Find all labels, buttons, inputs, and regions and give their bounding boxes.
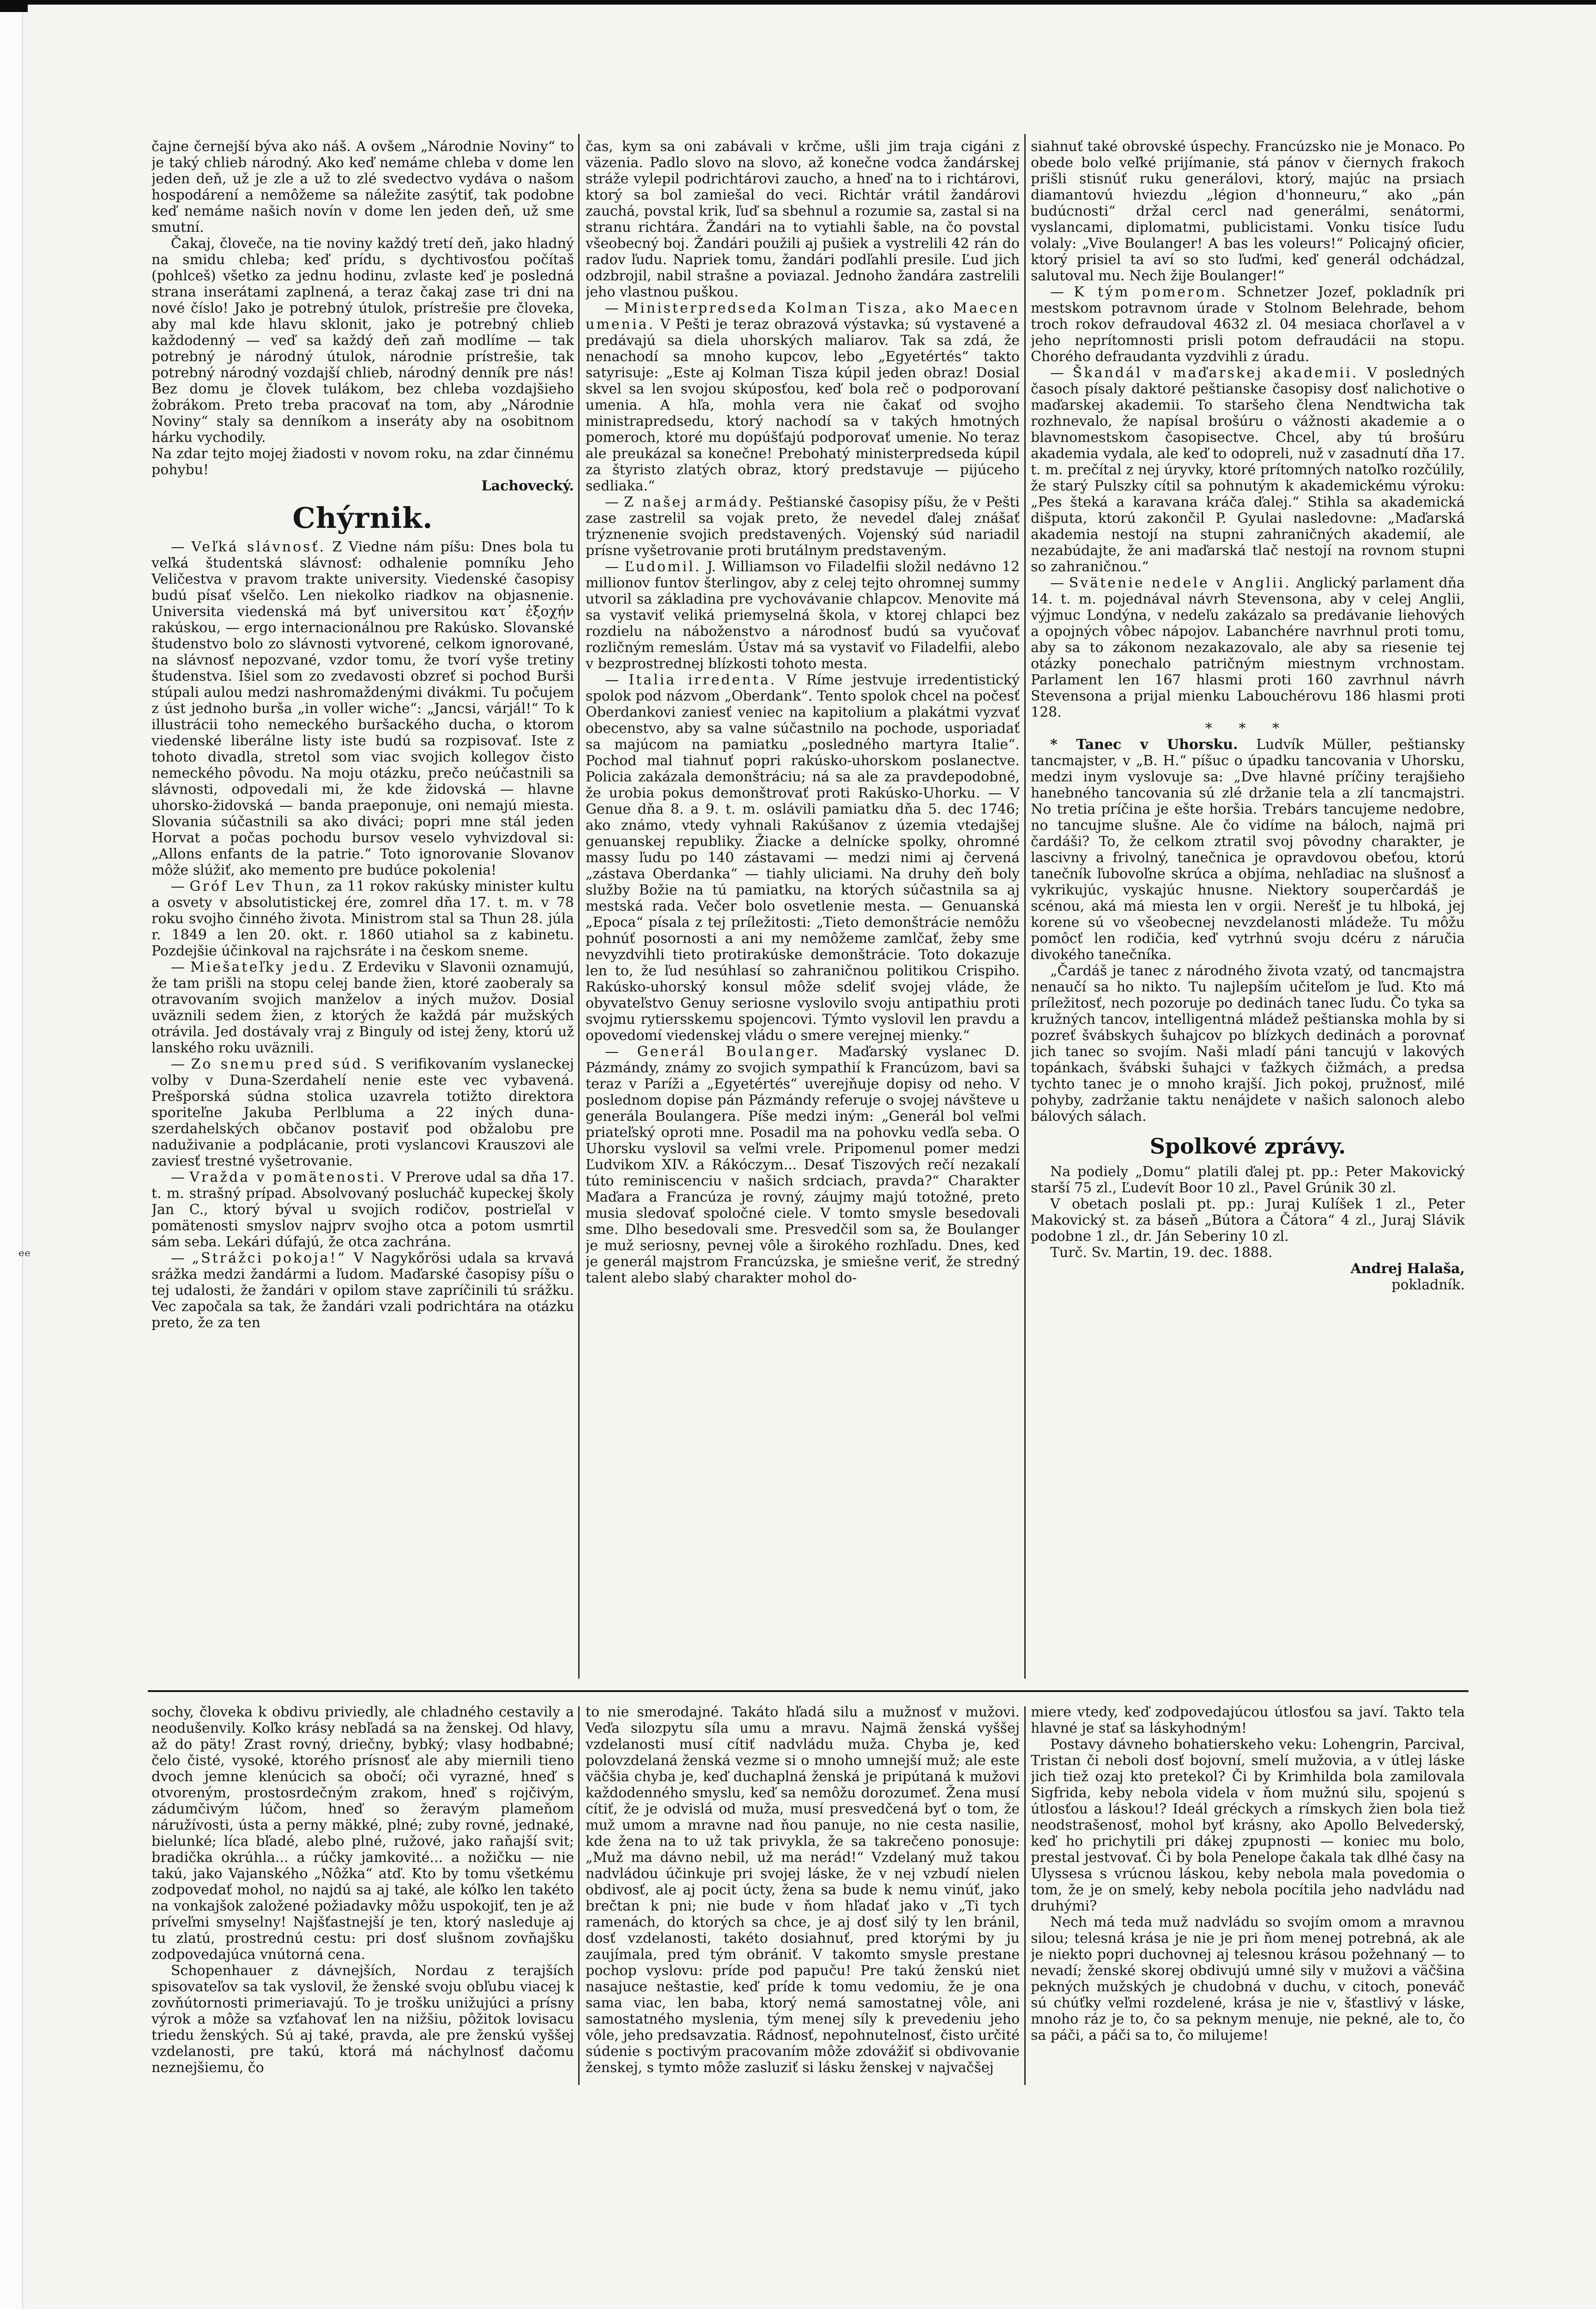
feuilleton-left — [151, 1704, 574, 2085]
news-title: Gróf Lev Thun, — [189, 878, 322, 895]
news-body: za 11 rokov rakúsky minister kultu a osvety v absolutistickej ére, zomrel dňa 17. t. m. v 78 roku svojho činného života. Ministrom stal sa Thun 28. júla r. 1849 a len 20. okt. r. 1860 utiahol sa z kabinetu. Pozdejšie účinkoval na rajchsráte i na českom sneme. — [151, 878, 574, 959]
section-heading-chyrnik: Chýrnik. — [292, 501, 433, 535]
page-edge — [0, 0, 23, 2309]
paragraph: Na podiely „Domu“ platili ďalej pt. pp.: Peter Makovický starší 75 zl., Ľudevít Boor 10 zl., Pavel Grúnik 30 zl. — [1031, 1164, 1465, 1196]
news-body: V Ríme jestvuje irredentistický spolok pod názvom „Oberdank“. Tento spolok chcel na počesť Oberdankovi zaniesť veniec na kapitolium a plakátmi vyzvať obecenstvo, aby sa valne súčastnilo na pochode, usporiadať sa majúcom na pamiatku „posledného martyra Italie“. Pochod mal tiahnuť popri rakúsko-uhorskom poslanectve. Policia zakázala demonštráciu; ná sa ale za pravdepodobné, že urobia pokus demonštrovať proti Rakúsko-Uhorku. — V Genue dňa 8. a 9. t. m. oslávili pamiatku dňa 5. dec 1746; ako známo, vtedy vyhnali Rakúšanov z územia vtedajšej genuanskej republiky. Žiacke a delnícke spolky, ohromné massy ľudu po 140 zástavami — medzi nimi aj červená „zástava Oberdanka“ — tiahly uliciami. Na druhy deň boly služby Božie na tú pamiatku, na ktorých súčastnila sa aj mestská rada. Večer bolo osvetlenie mesta. — Genuanská „Epoca“ písala z tej príležitosti: „Tieto demonštrácie nemôžu pohnúť posornosti a ani my nemôžeme zamlčať, žeby sme nevyzdvihli tieto protirakúske demonštrácie. Toto dokazuje len to, že ľud nesúhlasí so zahraničnou politikou Crispiho. Rakúsko-uhorský konsul môže sdeliť svojej vláde, že obyvateľstvo Genuy seriosne vyslovilo svoju antipathiu proti svojmu rytiersskemu spojencovi. Týmto vyslovil len pravdu a opovedomí viedenskej vládu o smere verejnej mienky.“ — [586, 672, 1020, 1044]
news-title: Miešateľky jedu. — [190, 959, 337, 975]
paragraph: sochy, človeka k obdivu priviedly, ale chladného cestavily a neodušenvily. Koľko krásy nebľadá sa na ženskej. Od hlavy, až do päty! Zrast rovný, driečny, bybký; vlasy hodbabné; čelo čisté, vysoké, ktorého prísnosť ale aby miernili tieno dvoch jemne klenúcich sa obočí; oči vyrazné, hneď s otvoreným, prostosrdečným zrakom, hneď s rojčivým, zádumčivým lúčom, hneď so žeravým plameňom náružívosti, ústa a perny mäkké, plné; zuby rovné, jednaké, bielunké; líca bľadé, alebo plné, ružové, jako raňajší svit; bradička okrúhla... a rúčky jamkovité... a nožičku — nie takú, jako Vajanského „Nôžka“ atď. Kto by tomu všetkému zodpovedať mohol, no najdú sa aj také, ale kóľko len takéto na vonkajšok založené požiadavky môžu uspokojiť, ten je až príveľmi smyselny! Najšťastnejší je ten, ktorý nasleduje aj tu zlatú, prostrednú cestu: pri dosť slušnom zovňajšku zodpovedajúca vnútorná cena. — [151, 1704, 574, 1963]
feuilleton-right — [1031, 1704, 1465, 2085]
news-item: — Ministerpredseda Kolman Tisza, ako Maecen umenia. V Pešti je teraz obrazová výstavka; sú vystavené a predávajú sa diela uhorských maliarov. Tak sa zdá, že nenachodí sa mnoho kupcov, lebo „Egyetértés“ takto satyrisuje: „Este aj Kolman Tisza kúpil jeden obraz! Dosiaľ skvel sa len svojou skúposťou, keď bola reč o podporovaní umenia. A hľa, mohla vera nie čakať od svojho ministrapredsedu, ktorý nachodí sa v takých hmotných pomeroch, ktoré mu dopúšťajú podporovať umenie. No teraz ale preukázal sa konečne! Prebohatý ministerpredseda kúpil za štyristo zlatých obraz, ktorý predstavuje — pijúceho sedliaka.“ — [586, 300, 1020, 494]
news-title: Generál Boulanger. — [637, 1044, 820, 1060]
news-body: V Pešti je teraz obrazová výstavka; sú vystavené a predávajú sa diela uhorských maliarov. Tak sa zdá, že nenachodí sa mnoho kupcov, lebo „Egyetértés“ takto satyrisuje: „Este aj Kolman Tisza kúpil jeden obraz! Dosiaľ skvel sa len svojou skúposťou, keď bola reč o podporovaní umenia. A hľa, mohla vera nie čakať od svojho ministrapredsedu, ktorý nachodí sa v takých hmotných pomeroch, ktoré mu dopúšťajú podporovať umenie. No teraz ale preukázal sa konečne! Prebohatý ministerpredseda kúpil za štyristo zlatých obraz, ktorý predstavuje — pijúceho sedliaka.“ — [586, 316, 1020, 494]
closing-wish: Na zdar tejto mojej žiadosti v novom roku, na zdar činnému pohybu! — [151, 446, 574, 478]
news-item: — Italia irredenta. V Ríme jestvuje irredentistický spolok pod názvom „Oberdank“. Tento spolok chcel na počesť Oberdankovi zaniesť veniec na kapitolium a plakátmi vyzvať obecenstvo, aby sa valne súčastnilo na pochode, usporiadať sa majúcom na pamiatku „posledného martyra Italie“. Pochod mal tiahnuť popri rakúsko-uhorskom poslanectve. Policia zakázala demonštráciu; ná sa ale za pravdepodobné, že urobia pokus demonštrovať proti Rakúsko-Uhorku. — V Genue dňa 8. a 9. t. m. oslávili pamiatku dňa 5. dec 1746; ako známo, vtedy vyhnali Rakúšanov z územia vtedajšej genuanskej republiky. Žiacke a delnícke spolky, ohromné massy ľudu po 140 zástavami — medzi nimi aj červená „zástava Oberdanka“ — tiahly uliciami. Na druhy deň boly služby Božie na tú pamiatku, na ktorých súčastnila sa aj mestská rada. Večer bolo osvetlenie mesta. — Genuanská „Epoca“ písala z tej príležitosti: „Tieto demonštrácie nemôžu pohnúť posornosti a ani my nemôžeme zamlčať, žeby sme nevyzdvihli tieto protirakúske demonštrácie. Toto dokazuje len to, že ľud nesúhlasí so zahraničnou politikou Crispiho. Rakúsko-uhorský konsul môže sdeliť svojej vláde, že obyvateľstvo Genuy seriosne vyslovilo svoju antipathiu proti svojmu rytiersskemu spojencovi. Týmto vyslovil len pravdu a opovedomí viedenskej vládu o smere verejnej mienky.“ — [586, 672, 1020, 1044]
news-item: — „Strážci pokoja!“ V Nagykőrösi udala sa krvavá srážka medzi žandármi a ľudom. Maďarské časopisy píšu o tej udalosti, že žandári v opilom stave zapríčinili tú srážku. Vec započala sa tak, že žandári vzali podrichtára na otázku preto, že za ten — [151, 1250, 574, 1331]
news-title: Ľudomil. — [624, 559, 701, 575]
news-item: — Miešateľky jedu. Z Erdeviku v Slavonii oznamujú, že tam prišli na stopu celej bande žien, ktoré zaoberaly sa otravovaním svojich manželov a iných mužov. Dosiaľ uväznili sedem žien, z ktorých že každá pár mužských otrávila. Jed dostávaly vraj z Binguly od istej ženy, ktorú už lanského roku uväznili. — [151, 959, 574, 1056]
news-body: V Nagykőrösi udala sa krvavá srážka medzi žandármi a ľudom. Maďarské časopisy píšu o tej udalosti, že žandári v opilom stave zapríčinili tú srážku. Vec započala sa tak, že žandári vzali podrichtára na otázku preto, že za ten — [151, 1250, 574, 1331]
news-title: Ministerpredseda Kolman Tisza, ako Maecen umenia. — [586, 300, 1020, 332]
news-body: Schnetzer Jozef, pokladník pri mestskom potravnom úrade v Stolnom Belehrade, behom troch rokov defraudoval 4632 zl. 04 mesiaca chorľavel a v jeho neprítomnosti prisli potom defraudácii na stopu. Chorého defraudanta vyzdvihli z úradu. — [1031, 284, 1465, 365]
paragraph: V obetach poslali pt. pp.: Juraj Kulíšek 1 zl., Peter Makovický st. za báseň „Bútora a Čátora“ 4 zl., Juraj Slávik podobne 1 zl., dr. Ján Seberiny 10 zl. — [1031, 1196, 1465, 1245]
paragraph: siahnuť také obrovské úspechy. Francúzsko nie je Monaco. Po obede bolo veľké prijímanie, stá pánov v čiernych frakoch prišli stisnúť ruku generálovi, ktorý, majúc na prsiach diamantovú hviezdu „légion d'honneuru,“ ako „pán budúcnosti“ držal cercl nad generálmi, senátormi, vyslancami, diplomatmi, publicistami. Vonku tisíce ľudu volaly: „Vive Boulanger! A bas les voleurs!“ Policajný oficier, ktorý prisiel ta aví so sto ľuďmi, keď generál odchádzal, salutoval mu. Nech žije Boulanger!“ — [1031, 139, 1465, 284]
feuilleton-rule — [148, 1690, 1469, 1692]
section-separator-stars: * * * — [1205, 720, 1291, 737]
feuilleton-middle — [586, 1704, 1020, 2085]
news-body: V Prerove udal sa dňa 17. t. m. strašný prípad. Absolvovaný poslucháč kupeckej školy Jan C., ktorý býval u svojich rodičov, postrieľal v pomätenosti smyslov najprv svojho otca a potom usmrtil sám seba. Lekári dúfajú, že otca zachrána. — [151, 1169, 574, 1250]
news-body: Z Erdeviku v Slavonii oznamujú, že tam prišli na stopu celej bande žien, ktoré zaoberaly sa otravovaním svojich manželov a iných mužov. Dosiaľ uväznili sedem žien, z ktorých že každá pár mužských otrávila. Jed dostávaly vraj z Binguly od istej ženy, ktorú už lanského roku uväznili. — [151, 959, 574, 1056]
news-title: Italia irredenta. — [629, 672, 777, 688]
news-item: — Generál Boulanger. Maďarský vyslanec D. Pázmándy, známy zo svojich sympathií k Francúzom, bavi sa teraz v Paríži a „Egyetértés“ uverejňuje dopisy od neho. V poslednom dopise pán Pázmándy referuje o svojej návšteve u generála Boulangera. Píše medzi iným: „Generál bol veľmi priateľský oproti mne. Posadil ma na pohovku vedľa seba. O Uhorsku vyslovil sa veľmi vrele. Pripomenul pomer medzi Ľudvikom XIV. a Rákóczym... Desať Tiszových rečí nezakalí túto reminiscenciu v našich srdciach, pravda?“ Charakter Maďara a Francúza je rovný, záujmy majú totožné, preto musia sledovať spoločné ciele. V tomto smysle besedovali sme. Dlho besedovali sme. Presvedčil som sa, že Boulanger je muž seriosny, pevnej vôle a širokého rozhľadu. Dnes, keď je generál majstrom Francúzska, je smiešne veriť, že stredný talent alebo slabý charakter mohol do- — [586, 1044, 1020, 1286]
news-title: Veľká slávnosť. — [191, 539, 326, 555]
paragraph: Nech má teda muž nadvládu so svojím omom a mravnou silou; telesná krása je nie je pri ňom menej potrebná, ak ale je niekto popri duchovnej aj telesnou krásou požehnaný — to nevadí; ženské skorej obdivujú umné sily v mužovi a väčšina pekných mužských je chudobná v duchu, v citoch, poneváč sú chúťky veľmi rozdelené, krása je nie v, šťastlivý v láske, mnoho ráz je to, čo sa peknym menuje, nie pekné, ale to, čo sa páči, a páči sa to, čo milujeme! — [1031, 1914, 1465, 2043]
news-body: S verifikovaním vyslaneckej volby v Duna-Szerdahelí nenie este vec vybavená. Prešporská súdna stolica uzavrela totižto direktora sporiteľne Jakuba Perlbluma a 22 iných duna-szerdahelských občanov postaviť pod obžalobu pre naduživanie a podplácanie, proti vyslancovi Krauszovi ale zaviesť trestné vyšetrovanie. — [151, 1056, 574, 1169]
news-title: * Tanec v Uhorsku. — [1050, 737, 1238, 753]
news-title: Z našej armády. — [623, 494, 764, 510]
news-title: Svätenie nedele v Anglii. — [1069, 575, 1291, 591]
news-item: — Škandál v maďarskej akademii. V posledných časoch písaly daktoré peštianske časopisy dosť nalichotive o maďarskej akademii. To staršeho člena Nendtwicha tak rozhnevalo, že napísal brošúru o vážnosti akademie a o blavnomestskom časopisectve. Chcel, aby tú brošúru akademia vydala, ale keď to odopreli, nuž v zasadnutí dňa 17. t. m. prečítal z nej úryvky, ktoré prítomných natoľko rozčúlily, že starý Pulszky cítil sa pohnutým k akademickému výroku: „Pes šteká a karavana kráča ďalej.“ Stihla sa akademická dišputa, ktorú zakončil P. Gyulai nasledovne: „Maďarská akademia nestojí na stupni zahraničných akademií, ale nezabúdajte, že ani maďarská tlač nestojí na rovnom stupni so zahraničnou.“ — [1031, 365, 1465, 575]
news-item: — K tým pomerom. Schnetzer Jozef, pokladník pri mestskom potravnom úrade v Stolnom Belehrade, behom troch rokov defraudoval 4632 zl. 04 mesiaca chorľavel a v jeho neprítomnosti prisli potom defraudácii na stopu. Chorého defraudanta vyzdvihli z úradu. — [1031, 284, 1465, 365]
news-body: V posledných časoch písaly daktoré peštianske časopisy dosť nalichotive o maďarskej akademii. To staršeho člena Nendtwicha tak rozhnevalo, že napísal brošúru o vážnosti akademie a o blavnomestskom časopisectve. Chcel, aby tú brošúru akademia vydala, ale keď to odopreli, nuž v zasadnutí dňa 17. t. m. prečítal z nej úryvky, ktoré prítomných natoľko rozčúlily, že starý Pulszky cítil sa pohnutým k akademickému výroku: „Pes šteká a karavana kráča ďalej.“ Stihla sa akademická dišputa, ktorú zakončil P. Gyulai nasledovne: „Maďarská akademia nestojí na stupni zahraničných akademií, ale nezabúdajte, že ani maďarská tlač nestojí na rovnom stupni so zahraničnou.“ — [1031, 365, 1465, 575]
paragraph: Čakaj, človeče, na tie noviny každý tretí deň, jako hladný na smidu chleba; keď prídu, s dychtivosťou počítaš (pohlceš) všetko za jednu hodinu, zvlaste keď je posledná strana inserátami zaplnená, a teraz čakaj zase tri dni na nové číslo! Jako je potrebný útulok, prístrešie pre človeka, aby mal kde hlavu sklonit, jako je potrebný chlieb každodenný — veď sa každý deň zaň modlíme — tak potrebný je národný útulok, národnie prístrešie, tak potrebný národný vozdajší chlieb, národný denník pre nás! Bez domu je človek tulákom, bez chleba vozdajšieho žobrákom. Preto treba pracovať na tom, aby „Národnie Noviny“ staly sa denníkom a inseráty aby na osobitnom hárku vychodily. — [151, 236, 574, 446]
paragraph: čas, kym sa oni zabávali v krčme, ušli jim traja cigáni z väzenia. Padlo slovo na slovo, až konečne vodca žandárskej stráže vylepil podrichtárovi zaucho, a hneď na to i richtárovi, ktorý sa bol zamiešal do veci. Richtár vrátil žandárovi zauchá, povstal krik, ľuď sa sbehnul a rozumie sa, zastal si na stranu richtára. Žandári na to vytiahli šable, na čo povstal všeobecný boj. Žandári použili aj pušiek a vystrelili 42 rán do radov ľudu. Napriek tomu, žandári podľahli presile. Ľud jich odzbrojil, nabil strašne a poviazal. Jednoho žandára zastrelili jeho vlastnou puškou. — [586, 139, 1020, 300]
news-title: Zo snemu pred súd. — [191, 1056, 369, 1072]
news-body: Peštianské časopisy píšu, že v Pešti zase zastrelil sa vojak preto, že nevedel ďalej znášať trýznenenie svojich predstavených. Vojenský súd nariadil prísne vyšetrovanie proti brutálnym predstaveným. — [586, 494, 1020, 559]
paragraph: miere vtedy, keď zodpovedajúcou útlosťou sa javí. Takto tela hlavné je stať sa láskyhodným! — [1031, 1704, 1465, 1736]
news-item — [1031, 737, 1465, 963]
news-body: Maďarský vyslanec D. Pázmándy, známy zo svojich sympathií k Francúzom, bavi sa teraz v Paríži a „Egyetértés“ uverejňuje dopisy od neho. V poslednom dopise pán Pázmándy referuje o svojej návšteve u generála Boulangera. Píše medzi iným: „Generál bol veľmi priateľský oproti mne. Posadil ma na pohovku vedľa seba. O Uhorsku vyslovil sa veľmi vrele. Pripomenul pomer medzi Ľudvikom XIV. a Rákóczym... Desať Tiszových rečí nezakalí túto reminiscenciu v našich srdciach, pravda?“ Charakter Maďara a Francúza je rovný, záujmy majú totožné, preto musia sledovať spoločné ciele. V tomto smysle besedovali sme. Dlho besedovali sme. Presvedčil som sa, že Boulanger je muž seriosny, pevnej vôle a širokého rozhľadu. Dnes, keď je generál majstrom Francúzska, je smiešne veriť, že stredný talent alebo slabý charakter mohol do- — [586, 1044, 1020, 1286]
top-rule — [0, 0, 1596, 5]
column-right — [1031, 139, 1465, 1679]
news-item: — Zo snemu pred súd. S verifikovaním vyslaneckej volby v Duna-Szerdahelí nenie este vec vybavená. Prešporská súdna stolica uzavrela totižto direktora sporiteľne Jakuba Perlbluma a 22 iných duna-szerdahelských občanov postaviť pod obžalobu pre naduživanie a podplácanie, proti vyslancovi Krauszovi ale zaviesť trestné vyšetrovanie. — [151, 1056, 574, 1169]
news-body: Z Viedne nám píšu: Dnes bola tu veľká študentská slávnosť: odhalenie pomníku Jeho Veličestva v pravom trakte university. Viedenské časopisy budú písať všelčo. Len niekolko riadkov na objasnenie. Universita viedenská má byť universitou κατ᾽ ἐξοχήν rakúskou, — ergo internacionálnou pre Rakúsko. Slovanské študenstvo bolo zo slávnosti vytvorené, celkom ignorované, na slávnosť nepozvané, vzdor tomu, že tvorí vyše tretiny študenstva. Išiel som zo zvedavosti obzreť si pochod Burši stúpali aulou medzi nashromaždenými divákmi. Tu počujem z úst jednoho burša „in voller wiche“: „Jancsi, várjál!“ To k illustrácii toho nemeckého buršackého ducha, o ktorom viedenské liberálne listy iste budú sa rozpisovať. Iste z tohoto divadla, stretol som viac svojich kollegov čisto nemeckého pôvodu. Na moju otázku, prečo neúčastnili sa slávnosti, odpovedali mi, že kde židovská — hlavne uhorsko-židovská — banda praeponuje, oni nemajú miesta. Slovania súčastnili sa ako diváci; popri mne stál jeden Horvat a počas pochodu bursov veselo vyhvizdoval si: „Allons enfants de la patrie.“ Toto ignorovanie Slovanov môže slúžiť, ako memento pre budúce pokolenia! — [151, 539, 574, 878]
section-heading-spolkove: Spolkové zprávy. — [1149, 1134, 1346, 1159]
place-date: Turč. Sv. Martin, 19. dec. 1888. — [1050, 1245, 1273, 1261]
news-body: J. Williamson vo Filadelfii složil nedávno 12 millionov funtov šterlingov, aby z celej tejto ohromnej summy utvoril sa základina pre vychovávanie chlapcov. Menovite má sa vystaviť veliká priemyselná škola, v ktorej chlapci bez rozdielu na náboženstvo a národnosť budú sa vyučovať rozličným remeslám. Ústav má sa vystaviť vo Filadelfii, alebo v bezprostrednej blízkosti tohoto mesta. — [586, 559, 1020, 672]
signoff-line — [151, 446, 574, 478]
news-item: — Vražda v pomätenosti. V Prerove udal sa dňa 17. t. m. strašný prípad. Absolvovaný poslucháč kupeckej školy Jan C., ktorý býval u svojich rodičov, postrieľal v pomätenosti smyslov najprv svojho otca a potom usmrtil sám seba. Lekári dúfajú, že otca zachrána. — [151, 1169, 574, 1250]
margin-mark: ᵉᵉ — [18, 1247, 31, 1265]
news-title: K tým pomerom. — [1074, 284, 1227, 300]
column-middle — [586, 139, 1020, 1679]
news-title: Škandál v maďarskej akademii. — [1072, 365, 1359, 381]
treasurer-role: pokladník. — [1391, 1277, 1465, 1293]
news-body: Anglický parlament dňa 14. t. m. pojednával návrh Stevensona, aby v celej Anglii, výjmuc Londýna, v nedeľu zakázalo sa predávanie liehových a opojných vôbec nápojov. Labanchére navrhnul proti tomu, aby sa to zákonom nezakazovalo, ale aby sa riesenie tej otázky ponechalo patričným miestnym vrchnostam. Parlament len 167 hlasmi proti 160 zavrhnul návrh Stevensona a prijal mienku Labouchérovu 186 hlasmi proti 128. — [1031, 575, 1465, 720]
column-left — [151, 139, 574, 1679]
news-item: — Svätenie nedele v Anglii. Anglický parlament dňa 14. t. m. pojednával návrh Stevensona, aby v celej Anglii, výjmuc Londýna, v nedeľu zakázalo sa predávanie liehových a opojných vôbec nápojov. Labanchére navrhnul proti tomu, aby sa to zákonom nezakazovalo, ale aby sa riesenie tej otázky ponechalo patričným miestnym vrchnostam. Parlament len 167 hlasmi proti 160 zavrhnul návrh Stevensona a prijal mienku Labouchérovu 186 hlasmi proti 128. — [1031, 575, 1465, 720]
column-divider — [1024, 1706, 1026, 2085]
news-title: „Strážci pokoja!“ — [192, 1250, 346, 1266]
treasurer-signature: Andrej Halaša, — [1350, 1261, 1465, 1277]
paragraph: čajne černejší býva ako náš. A ovšem „Národnie Noviny“ to je taký chlieb národný. Ako keď nemáme chleba v dome len jeden deň, už je zle a už to zlé svedectvo vydáva o našom hospodárení a nemôžeme sa náležite zasýtiť, tak podobne keď nemáme našich novín v dome len jeden deň, už sme smutní. — [151, 139, 574, 236]
column-divider — [578, 134, 580, 1679]
news-item: — Veľká slávnosť. Z Viedne nám píšu: Dnes bola tu veľká študentská slávnosť: odhalenie pomníku Jeho Veličestva v pravom trakte university. Viedenské časopisy budú písať všelčo. Len niekolko riadkov na objasnenie. Universita viedenská má byť universitou κατ᾽ ἐξοχήν rakúskou, — ergo internacionálnou pre Rakúsko. Slovanské študenstvo bolo zo slávnosti vytvorené, celkom ignorované, na slávnosť nepozvané, vzdor tomu, že tvorí vyše tretiny študenstva. Išiel som zo zvedavosti obzreť si pochod Burši stúpali aulou medzi nashromaždenými divákmi. Tu počujem z úst jednoho burša „in voller wiche“: „Jancsi, várjál!“ To k illustrácii toho nemeckého buršackého ducha, o ktorom viedenské liberálne listy iste budú sa rozpisovať. Iste z tohoto divadla, stretol som viac svojich kollegov čisto nemeckého pôvodu. Na moju otázku, prečo neúčastnili sa slávnosti, odpovedali mi, že kde židovská — hlavne uhorsko-židovská — banda praeponuje, oni nemajú miesta. Slovania súčastnili sa ako diváci; popri mne stál jeden Horvat a počas pochodu bursov veselo vyhvizdoval si: „Allons enfants de la patrie.“ Toto ignorovanie Slovanov môže slúžiť, ako memento pre budúce pokolenia! — [151, 539, 574, 878]
news-title: Vražda v pomätenosti. — [189, 1169, 387, 1185]
corner-mark — [0, 5, 28, 12]
news-item: — Gróf Lev Thun, za 11 rokov rakúsky minister kultu a osvety v absolutistickej ére, zomrel dňa 17. t. m. v 78 roku svojho činného života. Ministrom stal sa Thun 28. júla r. 1849 a len 20. okt. r. 1860 utiahol sa z kabinetu. Pozdejšie účinkoval na rajchsráte i na českom sneme. — [151, 878, 574, 959]
paragraph: Postavy dávneho bohatierskeho veku: Lohengrin, Parcival, Tristan či neboli dosť bojovní, smelí mužovia, a v útlej láske jich tiež ozaj kto pretekol? Či by Krimhilda bola zamilovala Sigfrida, keby nebola videla v ňom mužnú silu, spojenú s útlosťou a láskou!? Ideál gréckych a rímskych žien bola tiež neodstrašenosť, mohol byť krásny, ako Apollo Belvederský, keď ho prichytili pri dákej zpupnosti — koniec mu bolo, prestal jestvovať. Či by bola Penelope čakala tak dlhé časy na Ulyssesa s vrúcnou láskou, keby nebola mala povedomia o tom, že je on smelý, keby nebola pocítila jeho nadvládu nad druhými? — [1031, 1736, 1465, 1914]
paragraph: „Čardáš je tanec z národného života vzatý, od tancmajstra nenaučí sa ho nikto. Tu najlepším učiteľom je ľud. Kto má príležitosť, nech pozoruje po dedinách tanec ľudu. Čo tyka sa kružných tancov, intelligentná mládež peštianska mohla by si pozreť švábskych šuhajcov po blízkych dedinách a porovnať jich tanec so svojím. Naši mladí páni tancujú v lakových topánkach, švábski šuhajci v ťažkych čižmách, a predsa tychto tanec je o mnoho krajší. Jich pokoj, pružnosť, milé pohyby, zadržanie taktu nenájdete v našich salonoch alebo bálových sálach. — [1031, 963, 1465, 1124]
author-signature: Lachovecký. — [481, 478, 574, 494]
column-divider — [1024, 134, 1026, 1679]
news-body: Ludvík Müller, peštiansky tancmajster, v „B. H.“ píšuc o úpadku tancovania v Uhorsku, medzi inym vyslovuje sa: „Dve hlavné príčiny terajšieho hanebného tancovania sú zlé držanie tela a zlí tancmajstri. No tretia príčina je ešte horšia. Trebárs tancujeme nedobre, no tancujme slušne. Ale čo vidíme na báloch, najmä pri čardáši? To, že celkom ztratil svoj pôvodny charakter, je lascivny a frivolný, tanečnica je opravdovou obeťou, ktorú tanečník ľubovoľne skrúca a objíma, nehľadiac na slušnosť a vykrikujúc, vyskajúc hnusne. Niektory souperčardáš je scénou, aká má miesta len v orgii. Nerešť je tu hlboká, jej korene sú vo všeobecnej nevzdelanosti mládeže. Tu môžu pomôcť len rodičia, keď vytrhnú svoju dcéru z náručia divokého tanečníka. — [1031, 737, 1465, 963]
news-item: — Z našej armády. Peštianské časopisy píšu, že v Pešti zase zastrelil sa vojak preto, že nevedel ďalej znášať trýznenenie svojich predstavených. Vojenský súd nariadil prísne vyšetrovanie proti brutálnym predstaveným. — [586, 494, 1020, 559]
news-item: — Ľudomil. J. Williamson vo Filadelfii složil nedávno 12 millionov funtov šterlingov, aby z celej tejto ohromnej summy utvoril sa základina pre vychovávanie chlapcov. Menovite má sa vystaviť veliká priemyselná škola, v ktorej chlapci bez rozdielu na náboženstvo a národnosť budú sa vyučovať rozličným remeslám. Ústav má sa vystaviť vo Filadelfii, alebo v bezprostrednej blízkosti tohoto mesta. — [586, 559, 1020, 672]
paragraph: to nie smerodajné. Takáto hľadá silu a mužnosť v mužovi. Veďa silozpytu síla umu a mravu. Najmä ženská vyššej vzdelanosti musí cítiť nadvládu muža. Chyba je, keď polovzdelaná ženská vezme si o mnoho umnejší muž; ale este väčšia chyba je, keď duchaplná ženská je pripútaná k mužovi každodenného smyslu, keď sa nemôžu dorozumeť. Žena musí cítiť, že je odvislá od muža, musí presvedčená byť o tom, že muž umom a mravne nad ňou panuje, no nie cesta nasilie, kde žena na to už tak privykla, že sa takrečeno ponosuje: „Muž ma dávno nebil, už ma nerád!“ Vzdelaný muž takou nadvládou účinkuje pri svojej láske, že v nej vzbudí nielen obdivosť, ale aj pocit úcty, žena sa bude k nemu vinúť, jako brečtan k pni; nie bude v ňom hľadať jako v „Ti tych ramenách, do ktorých sa chce, je aj dosť silý ty len bránil, dosť vzdelanosti, takéto dosiahnuť, pred ktorými by ju zaujímala, pred tým obrániť. V takomto smysle prestane pochop vyslovu: príde pod papuču! Pre takú ženskú niet nasajuce neštastie, keď príde k tomu vedomiu, že je ona sama viac, len baba, ktorý nemá samostatnej vôle, ani samostatného myslenia, tým menej síly k prevedeniu jeho vôle, jeho predsavzatia. Rádnosť, nepohnutelnosť, čisto určité súdenie s poctivým pracovaním môže zdovážiť si obdivovanie ženskej, s tymto môže zasluziť si lásku ženskej v najvačšej — [586, 1704, 1020, 2076]
column-divider — [578, 1706, 580, 2085]
paragraph: Schopenhauer z dávnejších, Nordau z terajších spisovateľov sa tak vyslovil, že ženské svoju obľubu viacej k zovňútornosti primeriavajú. To je trošku unižujúci a prísny výrok a môže sa vzťahovať len na nižšiu, pôžitok lovisacu triedu ženských. Sú aj také, pravda, ale pre ženskú vyššej vzdelanosti, pre takú, ktorá má náchylnosť dačomu neznejšiemu, čo — [151, 1963, 574, 2076]
